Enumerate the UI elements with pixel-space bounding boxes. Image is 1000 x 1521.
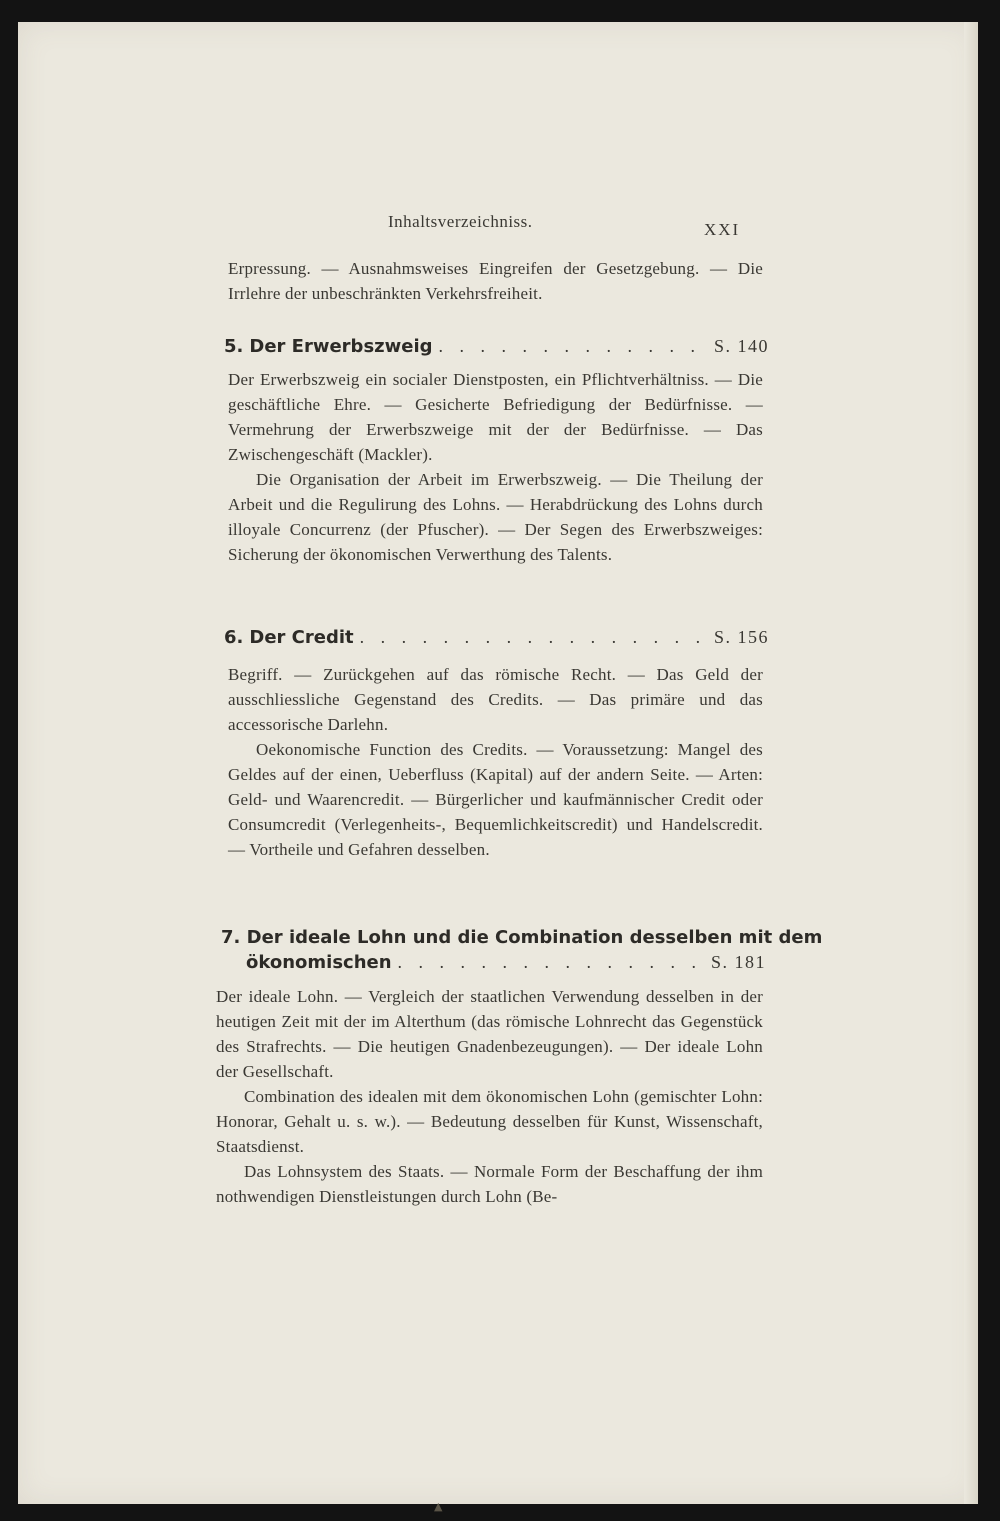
section-5-body xyxy=(228,367,763,567)
section-7-page: S. 181 xyxy=(710,952,766,972)
intro-paragraph: Erpressung. — Ausnahmsweises Eingreifen der Gesetzgebung. — Die Irrlehre der unbeschränkten Verkehrsfreiheit. xyxy=(228,259,763,303)
section-7-heading-line-2 xyxy=(246,952,766,973)
section-5-heading xyxy=(224,336,769,357)
section-7-paragraph-2: Combination des idealen mit dem ökonomischen Lohn (gemischter Lohn: Honorar, Gehalt u. s. w.). — Bedeutung desselben für Kunst, Wissenschaft, Staatsdienst. xyxy=(216,1087,763,1156)
section-7-heading-line-1 xyxy=(221,927,823,948)
section-7-body xyxy=(216,984,763,1209)
page-edge-shadow xyxy=(964,22,978,1504)
section-5-paragraph-2: Die Organisation der Arbeit im Erwerbszweig. — Die Theilung der Arbeit und die Regulirung des Lohns. — Herabdrückung des Lohns durch illoyale Concurrenz (der Pfuscher). — Der Segen des Erwerbszweiges: Sicherung der ökonomischen Verwerthung des Talents. xyxy=(228,470,763,564)
page-number: XXI xyxy=(704,220,741,239)
section-7-number: 7. xyxy=(221,927,241,948)
section-5-paragraph-1: Der Erwerbszweig ein socialer Dienstposten, ein Pflichtverhältniss. — Die geschäftliche Ehre. — Gesicherte Befriedigung der Bedürfnisse. — Vermehrung der Erwerbszweige mit der der Bedürfnisse. — Das Zwischengeschäft (Mackler). xyxy=(228,370,763,464)
section-6-body xyxy=(228,662,763,862)
section-6-page: S. 156 xyxy=(713,627,769,647)
section-5-number: 5. xyxy=(224,336,244,357)
running-header-title: Inhaltsverzeichniss. xyxy=(388,212,533,231)
section-6-heading xyxy=(224,627,769,648)
section-6-paragraph-1: Begriff. — Zurückgehen auf das römische Recht. — Das Geld der ausschliessliche Gegenstand des Credits. — Das primäre und das accessorische Darlehn. xyxy=(228,665,763,734)
section-6-paragraph-2: Oekonomische Function des Credits. — Voraussetzung: Mangel des Geldes auf der einen, Ueberfluss (Kapital) auf der andern Seite. — Arten: Geld- und Waarencredit. — Bürgerlicher und kaufmännischer Credit oder Consumcredit (Verlegenheits-, Bequemlichkeitscredit) und Handelscredit. — Vortheile und Gefahren desselben. xyxy=(228,740,763,859)
section-7-paragraph-3: Das Lohnsystem des Staats. — Normale Form der Beschaffung der ihm nothwendigen Dienstleistungen durch Lohn (Be- xyxy=(216,1162,763,1206)
leader-dots xyxy=(360,627,708,648)
intro-text xyxy=(228,256,763,306)
section-7-title-line-1: Der ideale Lohn und die Combination desselben mit dem xyxy=(246,927,823,948)
leader-dots xyxy=(439,336,708,357)
printer-mark-icon: ▲ xyxy=(434,1500,443,1513)
running-header xyxy=(18,212,978,242)
section-7-title-line-2: ökonomischen xyxy=(246,952,392,973)
section-5-page: S. 140 xyxy=(713,336,769,356)
book-page xyxy=(18,22,978,1513)
section-5-title: Der Erwerbszweig xyxy=(249,336,433,357)
leader-dots xyxy=(398,952,705,973)
section-7-paragraph-1: Der ideale Lohn. — Vergleich der staatlichen Verwendung desselben in der heutigen Zeit mit der im Alterthum (das römische Lohnrecht das Gegenstück des Strafrechts. — Die heutigen Gnadenbezeugungen). — Der ideale Lohn der Gesellschaft. xyxy=(216,987,763,1081)
section-6-title: Der Credit xyxy=(249,627,354,648)
section-6-number: 6. xyxy=(224,627,244,648)
